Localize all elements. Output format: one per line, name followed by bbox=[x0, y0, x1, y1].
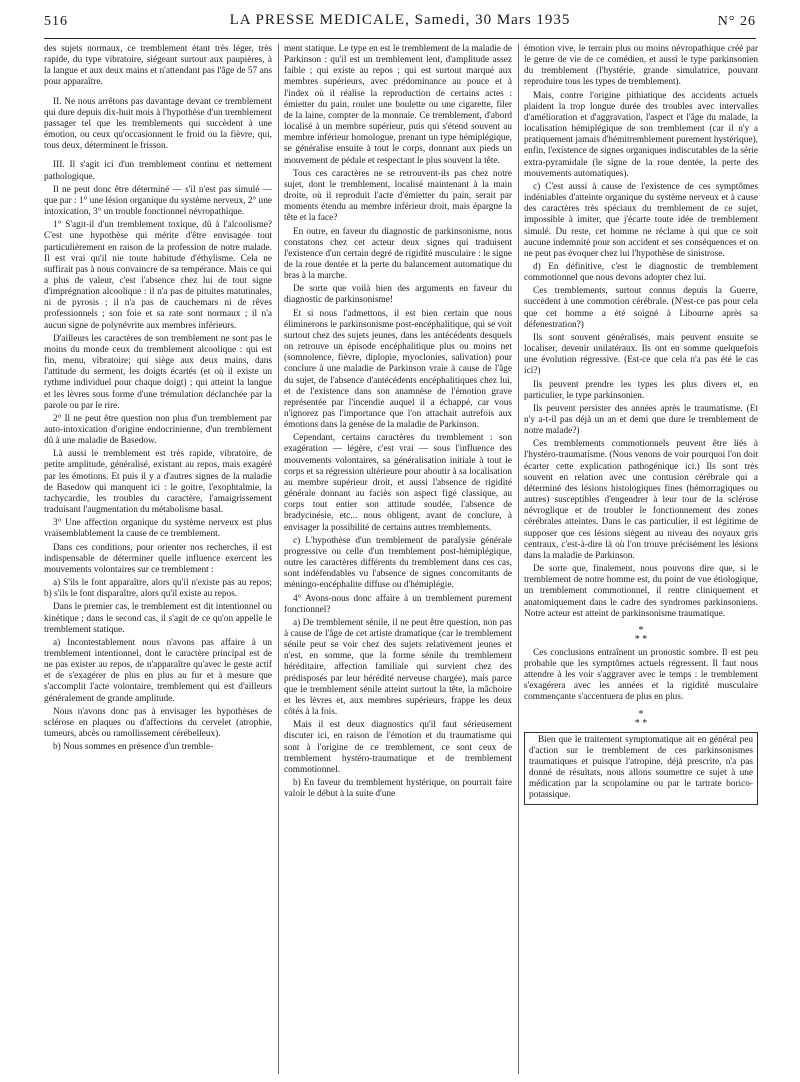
issue-number: N° 26 bbox=[717, 14, 756, 29]
paragraph: Mais il est deux diagnostics qu'il faut sérieusement discuter ici, en raison de l'émotion et du traumatisme qui sont à l'origine de ce tremblement, ce sont ceux de tremblement hystéro-traumatique et de tremblement commotionnel. bbox=[284, 720, 512, 775]
paragraph: Cependant, certains caractères du tremblement : son exagération — légère, c'est vrai — sous l'influence des mouvements volontaires, sa généralisation initiale à tout le corps et sa régression ultérieure pour aboutir à sa localisation au membre supérieur droit, et aussi l'absence de rigidité générale donnant au faciès son aspect figé classique, au corps tout entier son attitude soudée, l'absence de bradycinésie, etc... nous obligent, avant de conclure, à envisager la possibilité de certains autres tremblements. bbox=[284, 433, 512, 533]
paragraph: a) Incontestablement nous n'avons pas affaire à un tremblement intentionnel, dont le caractère principal est de ne pas exister au repos, de n'apparaître qu'avec le geste actif et de s'exagérer de plus en plus au fur et à mesure que s'accomplit l'acte volontaire, tremblement qui est d'ailleurs généralement de grande amplitude. bbox=[44, 637, 272, 704]
text-column-3 bbox=[524, 44, 758, 1074]
paragraph: b) Nous sommes en présence d'un tremble- bbox=[53, 742, 214, 753]
paragraph: des sujets normaux, ce tremblement étant très léger, très rapide, du type vibratoire, siégeant surtout aux paupières, à la langue et aux deux mains et n'attendant pas l'âge de 57 ans pour apparaître. bbox=[44, 44, 272, 88]
paragraph: Dans ces conditions, pour orienter nos recherches, il est indispensable de déterminer quelle influence exercent les mouvements volontaires sur ce tremblement : bbox=[44, 542, 272, 575]
paragraph: 3° Une affection organique du système nerveux est plus vraisemblablement la cause de ce tremblement. bbox=[44, 518, 272, 540]
paragraph: Ils peuvent persister des années après le traumatisme. (Et n'y a-t-il pas déjà un an et demi que dure le tremblement de notre malade?) bbox=[524, 403, 758, 437]
section-separator: * * * bbox=[634, 624, 648, 645]
paragraph: a) De tremblement sénile, il ne peut être question, non pas à cause de l'âge de cet artiste dramatique (car le tremblement sénile peut se voir chez des sujets relativement jeunes et n'est, en somme, que la forme sénile du tremblement héréditaire, affection familiale qui survient chez des prédisposés par leur hérédité nerveuse chargée), mais parce que le tremblement sénile atteint surtout la tête, la mâchoire et les lèvres et, aux membres supérieurs, frappe les deux côtés à la fois. bbox=[284, 617, 512, 718]
journal-title: LA PRESSE MEDICALE, Samedi, 30 Mars 1935 bbox=[229, 12, 571, 28]
paragraph: Ils sont souvent généralisés, mais peuvent ensuite se localiser, devenir unilatéraux. Ils ont en somme quelquefois une évolution régressive. (Est-ce que cela n'a pas été le cas ici?) bbox=[524, 332, 758, 377]
paragraph: De sorte que voilà bien des arguments en faveur du diagnostic de parkinsonisme! bbox=[284, 284, 512, 306]
page-number: 516 bbox=[44, 14, 68, 29]
paragraph: Il ne peut donc être déterminé — s'il n'est pas simulé — que par : 1° une lésion organique du système nerveux, 2° une intoxication, 3° un trouble fonctionnel névropathique. bbox=[44, 184, 272, 218]
paragraph: Ces tremblements, surtout connus depuis la Guerre, succèdent à une commotion cérébrale. (N'est-ce pas pour cela que cet homme a été soigné à Libourne après sa défenestration?) bbox=[524, 286, 758, 330]
paragraph: Bien que le traitement symptomatique ait en général peu d'action sur le tremblement de ces parkinsonismes traumatiques et puisque l'atropine, déjà prescrite, n'a pas donné de résultats, nous allons soumettre ce sujet à une médication par la scopolamine ou par le tartrate borico-potassique. bbox=[524, 732, 758, 805]
paragraph: Mais, contre l'origine pithiatique des accidents actuels plaident la trop longue durée des troubles avec intervalles d'amélioration et d'aggravation, l'aspect et l'âge du malade, la localisation hémiplégique de son tremblement (car il n'y a pratiquement jamais d'hémitremblement purement hystérique), enfin, l'existence de signes organiques indiscutables de la série extra-pyramidale (le signe de la roue dentée, la perte des mouvements automatiques). bbox=[524, 90, 758, 179]
column-rule bbox=[518, 44, 519, 1074]
paragraph: III. Il s'agit ici d'un tremblement continu et nettement pathologique. bbox=[44, 160, 272, 182]
section-separator: * * * bbox=[634, 708, 648, 729]
paragraph: Ces conclusions entraînent un pronostic sombre. Il est peu probable que les symptômes actuels régressent. Il faut nous attendre à les voir s'aggraver avec le temps : le tremblement s'exagérera avec les années et la rigidité musculaire commençante s'accentuera de plus en plus. bbox=[524, 647, 758, 703]
paragraph: Là aussi le tremblement est très rapide, vibratoire, de petite amplitude, généralisé, existant au repos, mais exagéré par les émotions. Et puis il y a d'autres signes de la maladie de Basedow qui manquent ici : le goitre, l'exophtalmie, la tachycardie, les troubles du caractère, l'amaigrissement traduisant l'augmentation du métabolisme basal. bbox=[44, 449, 272, 516]
paragraph: Tous ces caractères ne se retrouvent-ils pas chez notre sujet, dont le tremblement, localisé maintenant à la main droite, où il reproduit l'acte d'émietter du pain, serait par moments étendu au membre inférieur droit, mais épargne la tête et la face? bbox=[284, 168, 512, 224]
paragraph: c) L'hypothèse d'un tremblement de paralysie générale progressive ou celle d'un tremblement post-hémiplégique, outre les caractères différents du tremblement dans ces cas, sont indéfendables vu l'absence de signes concomitants de méningo-encéphalite diffuse ou d'hémiplégie. bbox=[284, 535, 512, 591]
paragraph: De sorte que, finalement, nous pouvons dire que, si le tremblement de notre homme est, du point de vue étiologique, un tremblement commotionnel, il rentre cliniquement et anatomiquement dans le cadre des syndromes parkinsoniens. Notre acteur est atteint de parkinsonisme traumatique. bbox=[524, 564, 758, 619]
paragraph: Dans le premier cas, le tremblement est dit intentionnel ou kinétique ; dans le second cas, il s'agit de ce qu'on appelle le tremblement statique. bbox=[44, 602, 272, 635]
paragraph: ment statique. Le type en est le tremblement de la maladie de Parkinson : qu'il est un tremblement lent, d'amplitude assez faible ; qui existe au repos ; qui est surtout marqué aux membres supérieurs, avec prédominance au pouce et à l'index où il réalise la reproduction de certains actes : émietter du pain, rouler une boulette ou une cigarette, filer de la laine, compter de la monnaie. Ce tremblement, d'abord localisé à un membre supérieur, puis qui s'étend souvent au membre inférieur homologue, prenant un type hémiplégique, se généralise ensuite à tout le corps, donnant aux pieds un mouvement de pédale et respectant le plus souvent la tête. bbox=[284, 44, 512, 166]
paragraph: 1° S'agit-il d'un tremblement toxique, dû à l'alcoolisme? C'est une hypothèse qui mérite d'être envisagée tout particulièrement en raison de la profession de notre malade. Il est vrai qu'il nie toute habitude d'éthylisme. Cela ne suffirait pas à nous convaincre de sa tempérance. Mais ce qui a plus de valeur, c'est l'absence chez lui de tout signe d'imprégnation alcoolique : il n'a pas de pituites matutinales, ni de pyrosis ; il n'a pas de cauchemars ni de rêves professionnels ; son foie et sa rate sont normaux ; il n'a aucun signe de polynévrite aux membres inférieurs. bbox=[44, 220, 272, 331]
running-header bbox=[44, 12, 756, 39]
paragraph: b) En faveur du tremblement hystérique, on pourrait faire valoir le début à la suite d'une bbox=[284, 778, 512, 800]
paragraph: II. Ne nous arrêtons pas davantage devant ce tremblement qui dure depuis dix-huit mois à l'hypothèse d'un tremblement passager tel que les tremblements qui succèdent à une émotion, ou ceux qu'occasionnent le froid ou la fièvre, qui, tous deux, déterminent le frisson. bbox=[44, 96, 272, 152]
paragraph: a) S'ils le font apparaître, alors qu'il n'existe pas au repos; b) s'ils le font disparaître, alors qu'il existe au repos. bbox=[44, 578, 272, 600]
paragraph: émotion vive, le terrain plus ou moins névropathique créé par le genre de vie de ce comédien, et aussi le type parkinsonien du tremblement (l'hystérie, grande simulatrice, pouvant reproduire tous les types de tremblement). bbox=[524, 44, 758, 88]
text-column-1 bbox=[44, 44, 272, 1074]
paragraph: Ces tremblements commotionnels peuvent être liés à l'hystéro-traumatisme. (Nous venons de voir pourquoi l'on doit écarter cette explication pathogénique ici.) Ils sont très souvent en relation avec une contusion cérébrale qui a déterminé des lésions histologiques fines (hémorragiques ou autres) susceptibles d'engendrer à leur tour de la sclérose névroglique et de troubler le fonctionnement des zones cérébrales atteintes. Dans le cas particulier, il est légitime de supposer que ces lésions siègent au niveau des noyaux gris centraux, c'est-à-dire là où l'on trouve précisément les lésions dans la maladie de Parkinson. bbox=[524, 439, 758, 561]
paragraph: 2° Il ne peut être question non plus d'un tremblement par auto-intoxication d'origine endocrinienne, d'un tremblement dû à une maladie de Basedow. bbox=[44, 413, 272, 447]
paragraph: D'ailleurs les caractères de son tremblement ne sont pas le moins du monde ceux du tremblement alcoolique : qui est fin, menu, vibratoire; qui siège aux deux mains, dans l'attitude du serment, les doigts écartés (et où il existe un rythme individuel pour chaque doigt) ; qui atteint la langue et les lèvres sous forme d'une trémulation déclanchée par la parole ou par le rire. bbox=[44, 333, 272, 411]
paragraph: Nous n'avons donc pas à envisager les hypothèses de sclérose en plaques ou d'affections du cervelet (atrophie, tumeurs, abcès ou ramollissement cérébelleux). bbox=[44, 706, 272, 740]
paragraph: En outre, en faveur du diagnostic de parkinsonisme, nous constatons chez cet acteur deux signes qui traduisent l'existence d'un certain degré de rigidité musculaire : le signe de la roue dentée et la perte du balancement automatique du bras à la marche. bbox=[284, 226, 512, 282]
column-rule bbox=[278, 44, 279, 1074]
paragraph: 4° Avons-nous donc affaire à un tremblement purement fonctionnel? bbox=[284, 593, 512, 615]
paragraph: Et si nous l'admettons, il est bien certain que nous éliminerons le parkinsonisme post-encéphalitique, qui se voit surtout chez des sujets jeunes, dans les antécédents desquels on retrouve un épisode encéphalitique plus ou moins net (somnolence, fièvre, diplopie, myoclonies, salivation) pour conclure à une maladie de Parkinson vraie à cause de l'âge du sujet, de l'absence d'antécédents encéphalitiques chez lui, et de l'existence dans son anamnèse de l'émotion grave représentée par l'incendie auquel il a échappé, car vous n'ignorez pas l'importance que l'on attachait autrefois aux émotions dans la genèse de la maladie de Parkinson. bbox=[284, 308, 512, 431]
text-column-2 bbox=[284, 44, 512, 1074]
paragraph: c) C'est aussi à cause de l'existence de ces symptômes indéniables d'atteinte organique du système nerveux et à cause des caractères très spéciaux du tremblement de ce sujet, impossible à imiter, que j'écarte toute idée de tremblement simulé. Du reste, cet homme ne réclame à qui que ce soit aucune indemnité pour son accident et ses conséquences et on ne peut pas évoquer chez lui l'hypothèse de sinistrose. bbox=[524, 181, 758, 259]
paragraph: d) En définitive, c'est le diagnostic de tremblement commotionnel que nous devons adopter chez lui. bbox=[524, 261, 758, 284]
paragraph: Ils peuvent prendre les types les plus divers et, en particulier, le type parkinsonien. bbox=[524, 379, 758, 401]
